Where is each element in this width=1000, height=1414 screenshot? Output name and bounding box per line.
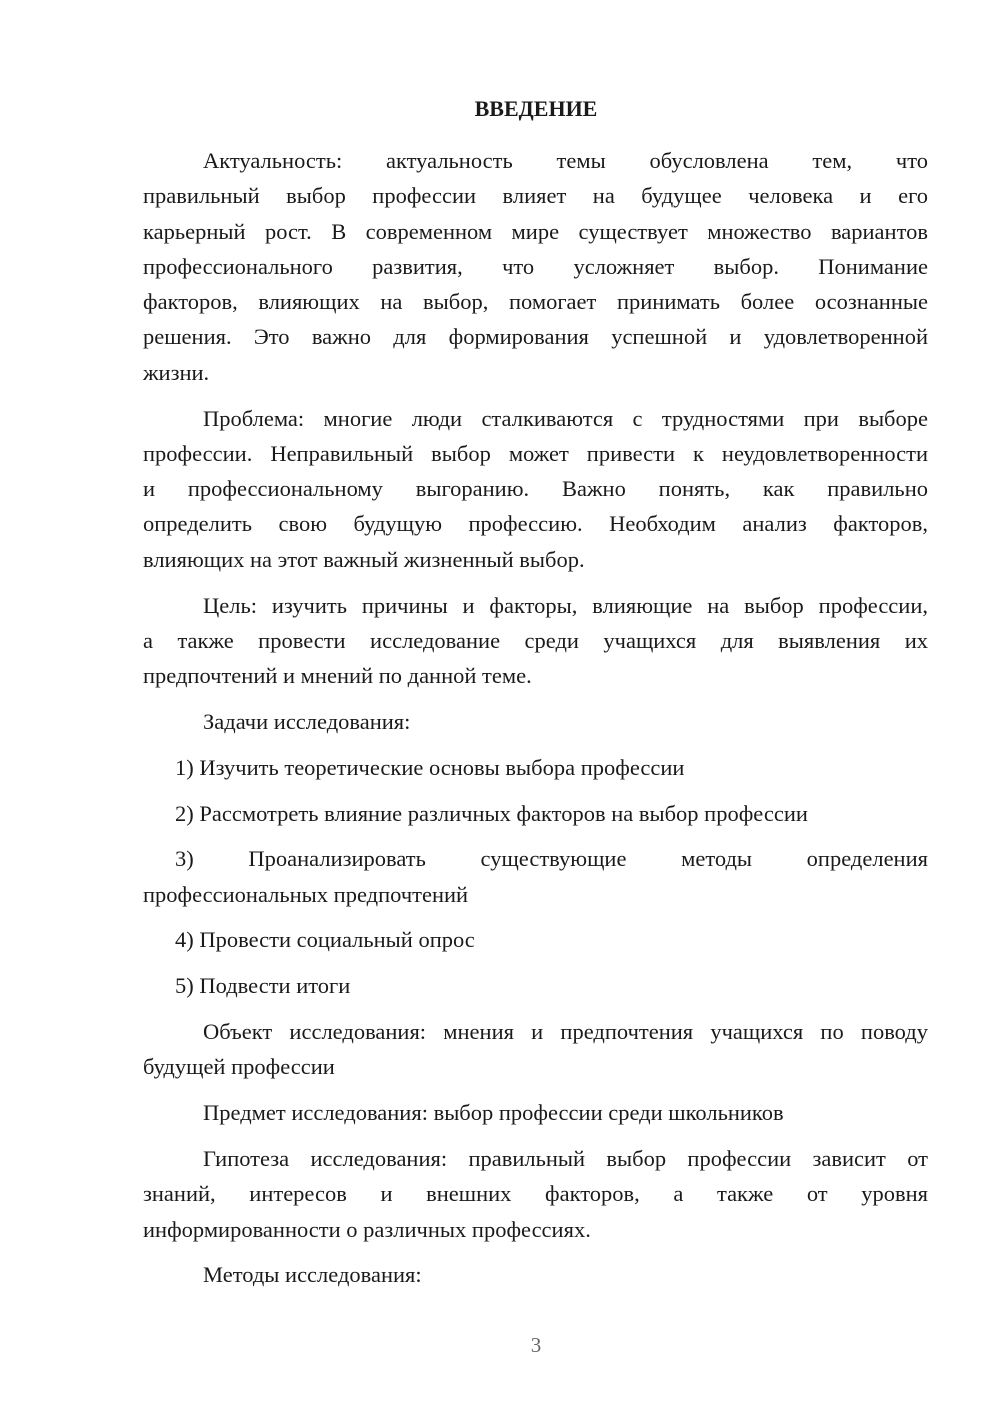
section-title: ВВЕДЕНИЕ	[474, 96, 598, 121]
text-line: определить свою будущую профессию. Необходим анализ факторов,	[143, 511, 928, 537]
paragraph	[143, 1014, 928, 1085]
text-line: жизни.	[143, 359, 210, 385]
page-number: 3	[530, 1333, 542, 1357]
text-line: профессиональных предпочтений	[143, 881, 469, 907]
text-line: предпочтений и мнений по данной теме.	[143, 663, 532, 689]
paragraph	[143, 1257, 928, 1292]
paragraph	[143, 143, 928, 390]
text-line: решения. Это важно для формирования успешной и удовлетворенной	[143, 324, 928, 350]
text-line: будущей профессии	[143, 1054, 335, 1080]
list-item	[143, 841, 928, 912]
text-line: Гипотеза исследования: правильный выбор профессии зависит от	[203, 1145, 928, 1171]
text-line: Методы исследования:	[203, 1262, 422, 1288]
text-line: Проблема: многие люди сталкиваются с трудностями при выборе	[203, 405, 928, 431]
text-line: 5) Подвести итоги	[175, 973, 351, 999]
text-line: 4) Провести социальный опрос	[175, 927, 475, 953]
text-line: 1) Изучить теоретические основы выбора профессии	[175, 754, 685, 780]
text-line: влияющих на этот важный жизненный выбор.	[143, 546, 585, 572]
text-line: и профессиональному выгоранию. Важно понять, как правильно	[143, 476, 928, 502]
text-line: 2) Рассмотреть влияние различных факторов на выбор профессии	[175, 800, 808, 826]
text-line: Актуальность: актуальность темы обусловлена тем, что	[203, 148, 928, 173]
text-line: 3) Проанализировать существующие методы определения	[175, 846, 928, 872]
text-line: профессионального развития, что усложняет выбор. Понимание	[143, 253, 928, 279]
paragraph	[143, 1141, 928, 1247]
text-line: карьерный рост. В современном мире существует множество вариантов	[143, 218, 928, 244]
paragraph	[143, 401, 928, 577]
text-line: Задачи исследования:	[203, 708, 411, 734]
list-item	[143, 750, 928, 785]
text-line: Объект исследования: мнения и предпочтения учащихся по поводу	[203, 1019, 928, 1045]
text-line: информированности о различных профессиях.	[143, 1216, 591, 1242]
paragraph	[143, 588, 928, 694]
text-line: Предмет исследования: выбор профессии среди школьников	[203, 1100, 784, 1126]
paragraph	[143, 704, 928, 739]
list-item	[143, 968, 928, 1003]
text-line: профессии. Неправильный выбор может привести к неудовлетворенности	[143, 440, 928, 466]
document-body	[143, 143, 928, 1303]
text-line: факторов, влияющих на выбор, помогает принимать более осознанные	[143, 289, 928, 315]
list-item	[143, 922, 928, 957]
text-line: Цель: изучить причины и факторы, влияющие на выбор профессии,	[203, 592, 928, 618]
list-item	[143, 796, 928, 831]
paragraph	[143, 1095, 928, 1130]
text-line: правильный выбор профессии влияет на будущее человека и его	[143, 183, 928, 209]
text-line: а также провести исследование среди учащихся для выявления их	[143, 627, 928, 653]
text-line: знаний, интересов и внешних факторов, а также от уровня	[143, 1181, 928, 1207]
